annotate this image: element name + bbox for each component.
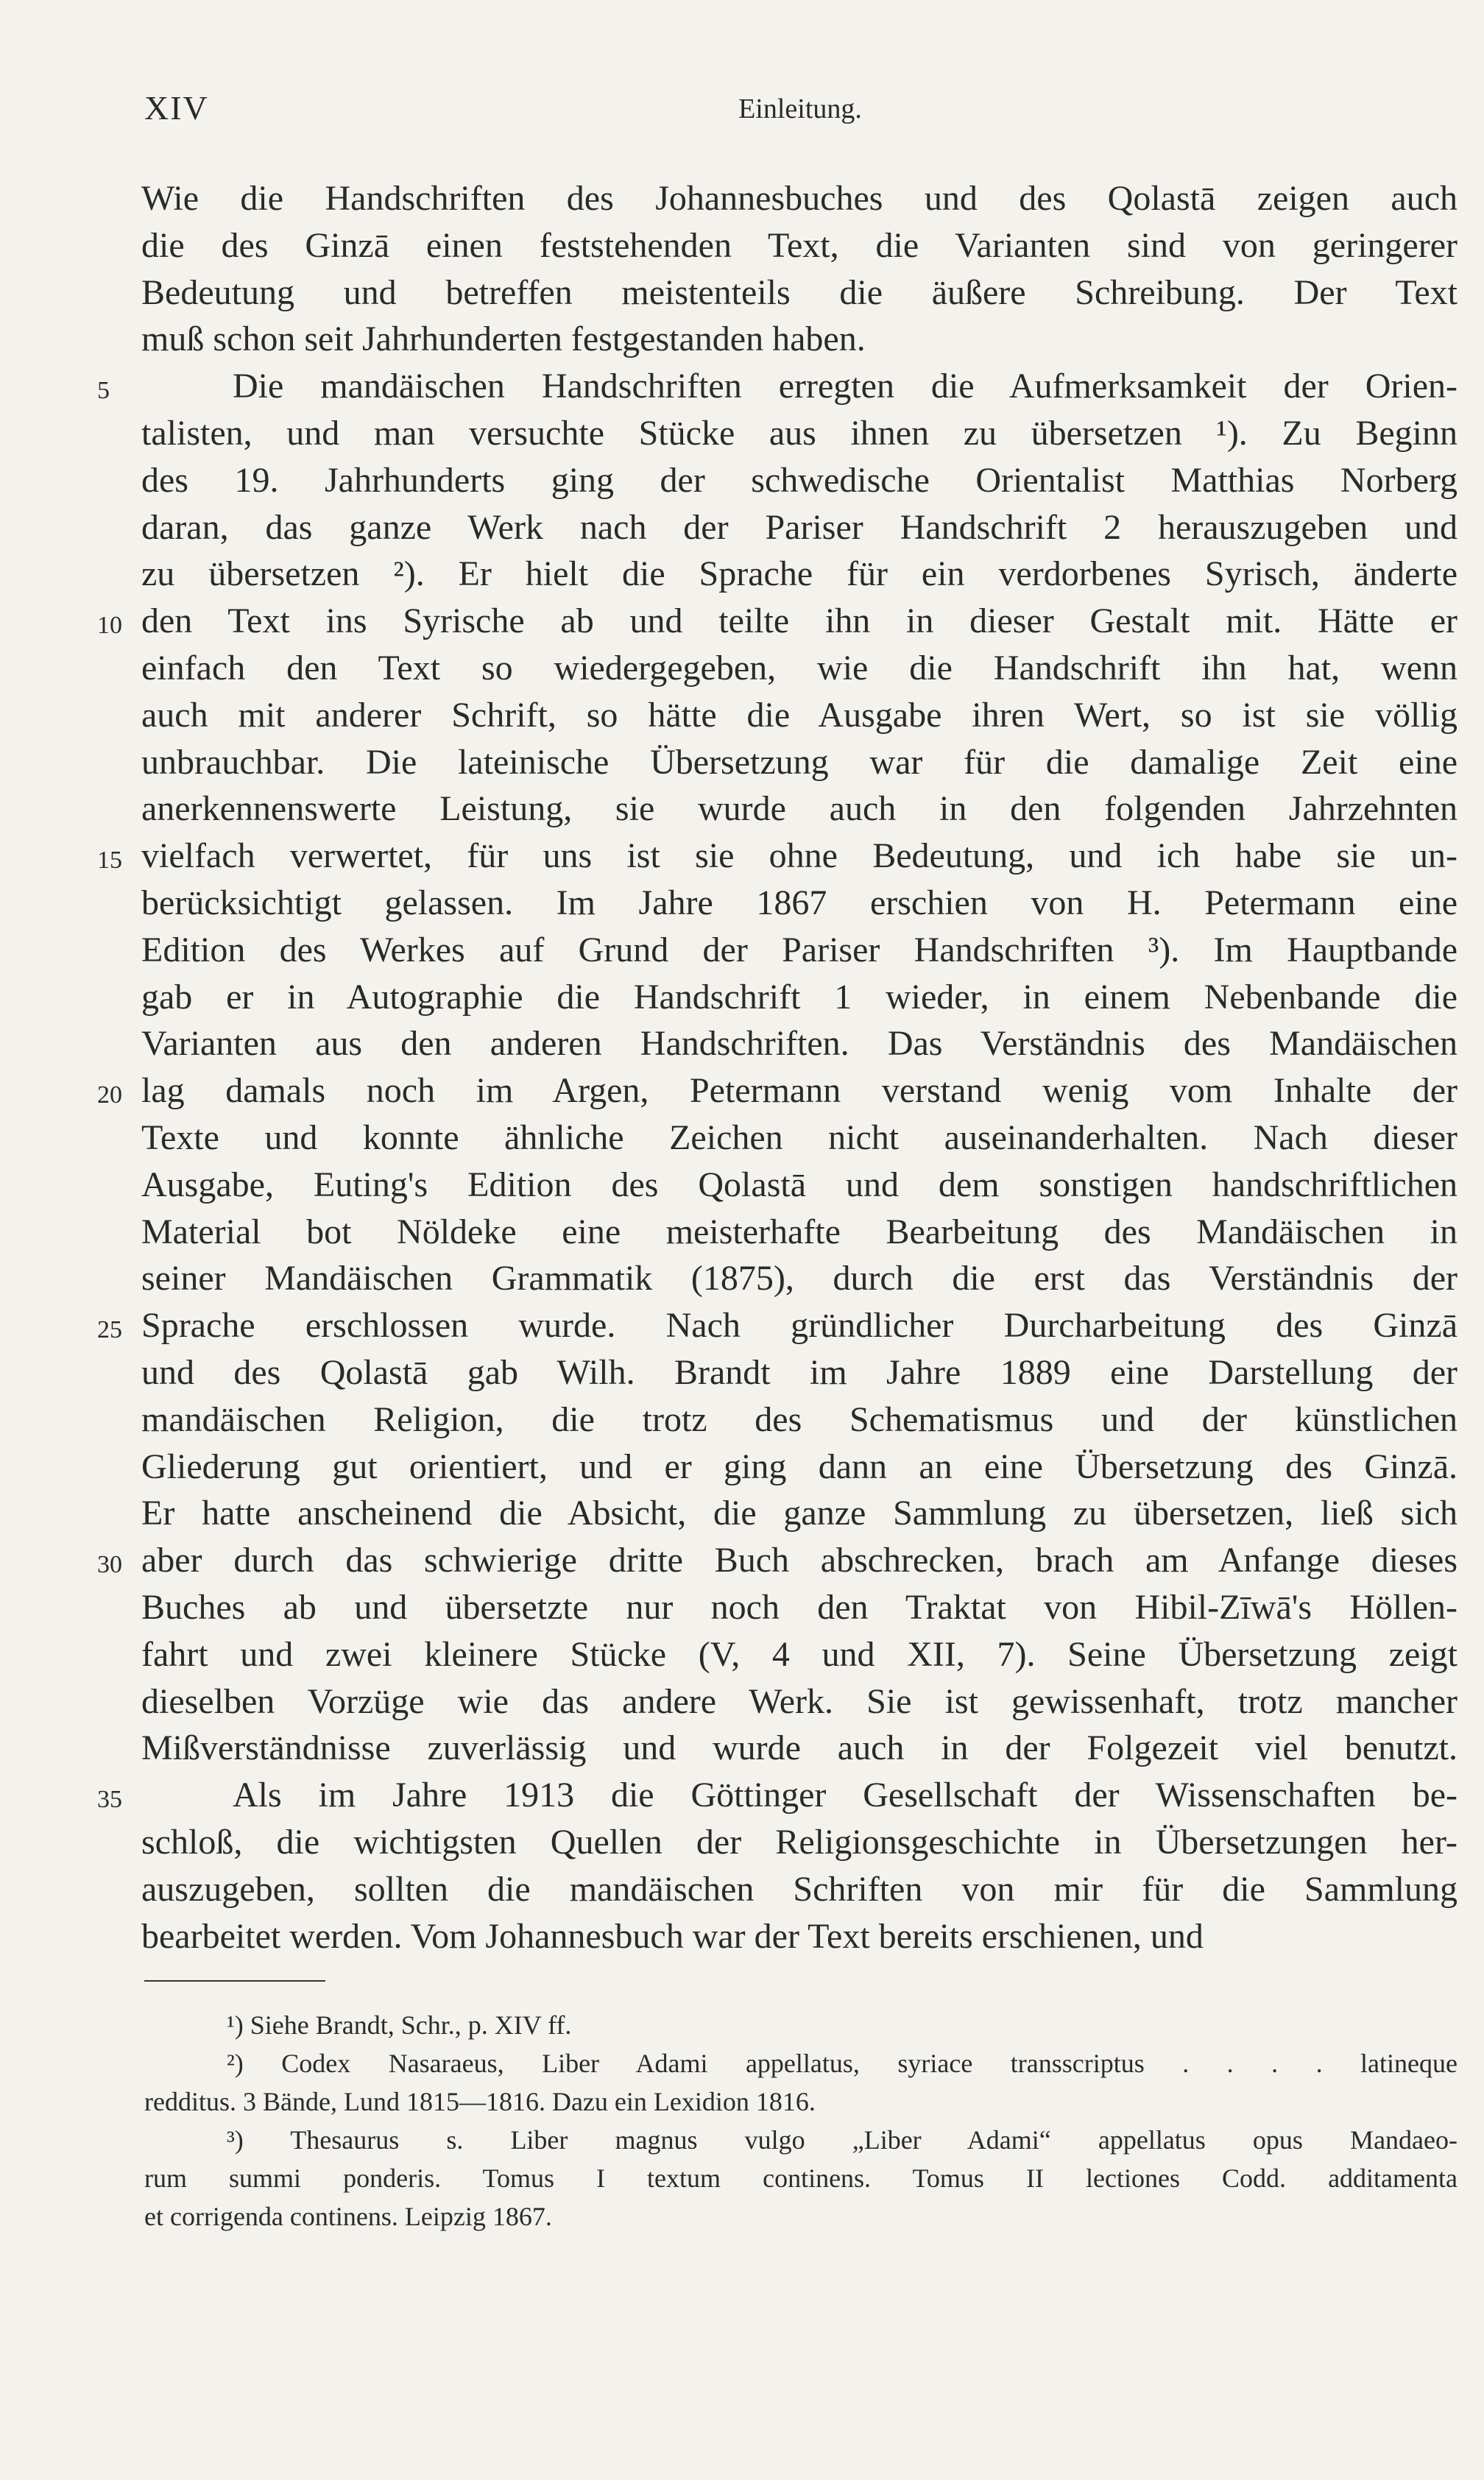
running-title: Einleitung. <box>738 93 862 124</box>
text-line: Ausgabe, Euting's Edition des Qolastā und dem sonstigen handschriftlichen <box>141 1165 1458 1204</box>
text-line: des 19. Jahrhunderts ging der schwedische Orientalist Matthias Norberg <box>141 461 1458 500</box>
footnote-separator <box>144 1980 325 1982</box>
text-line: auszugeben, sollten die mandäischen Schriften von mir für die Sammlung <box>141 1870 1458 1909</box>
text-line: Als im Jahre 1913 die Göttinger Gesellschaft der Wissenschaften be- <box>233 1776 1458 1815</box>
page-header <box>144 88 1456 140</box>
footnote-line: rum summi ponderis. Tomus I textum continens. Tomus II lectiones Codd. additamenta <box>144 2163 1458 2193</box>
text-line: Gliederung gut orientiert, und er ging dann an eine Übersetzung des Ginzā. <box>141 1447 1458 1486</box>
text-line: den Text ins Syrische ab und teilte ihn in dieser Gestalt mit. Hätte er <box>141 601 1458 640</box>
text-line: Varianten aus den anderen Handschriften. Das Verständnis des Mandäischen <box>141 1024 1458 1063</box>
text-line: berücksichtigt gelassen. Im Jahre 1867 erschien von H. Petermann eine <box>141 883 1458 922</box>
text-line: zu übersetzen ²). Er hielt die Sprache für ein verdorbenes Syrisch, änderte <box>141 554 1458 593</box>
text-line: Texte und konnte ähnliche Zeichen nicht auseinanderhalten. Nach dieser <box>141 1118 1458 1157</box>
page-number: XIV <box>144 89 209 127</box>
text-line: talisten, und man versuchte Stücke aus ihnen zu übersetzen ¹). Zu Beginn <box>141 414 1458 453</box>
text-line: Die mandäischen Handschriften erregten die Aufmerksamkeit der Orien- <box>233 367 1458 406</box>
text-line: anerkennenswerte Leistung, sie wurde auch in den folgenden Jahrzehnten <box>141 789 1458 828</box>
footnote-line: redditus. 3 Bände, Lund 1815—1816. Dazu ein Lexidion 1816. <box>144 2087 816 2116</box>
text-line: einfach den Text so wiedergegeben, wie die Handschrift ihn hat, wenn <box>141 649 1458 688</box>
line-number: 20 <box>97 1081 122 1109</box>
text-line: Mißverständnisse zuverlässig und wurde auch in der Folgezeit viel benutzt. <box>141 1728 1458 1767</box>
footnote-line: ²) Codex Nasaraeus, Liber Adami appellatus, syriace transscriptus . . . . latineque <box>227 2049 1458 2078</box>
text-line: muß schon seit Jahrhunderten festgestanden haben. <box>141 319 866 358</box>
text-line: fahrt und zwei kleinere Stücke (V, 4 und XII, 7). Seine Übersetzung zeigt <box>141 1635 1458 1674</box>
text-line: gab er in Autographie die Handschrift 1 wieder, in einem Nebenbande die <box>141 978 1458 1017</box>
footnote-line: ³) Thesaurus s. Liber magnus vulgo „Liber Adami“ appellatus opus Mandaeo- <box>227 2125 1458 2155</box>
text-line: daran, das ganze Werk nach der Pariser Handschrift 2 herauszugeben und <box>141 508 1458 547</box>
line-number: 25 <box>97 1316 122 1343</box>
text-line: auch mit anderer Schrift, so hätte die Ausgabe ihren Wert, so ist sie völlig <box>141 696 1458 735</box>
text-line: vielfach verwertet, für uns ist sie ohne Bedeutung, und ich habe sie un- <box>141 836 1458 875</box>
text-line: dieselben Vorzüge wie das andere Werk. Sie ist gewissenhaft, trotz mancher <box>141 1682 1458 1721</box>
text-line: Sprache erschlossen wurde. Nach gründlicher Durcharbeitung des Ginzā <box>141 1306 1458 1345</box>
text-line: lag damals noch im Argen, Petermann verstand wenig vom Inhalte der <box>141 1071 1458 1110</box>
text-line: schloß, die wichtigsten Quellen der Religionsgeschichte in Übersetzungen her- <box>141 1823 1458 1862</box>
text-line: Buches ab und übersetzte nur noch den Traktat von Hibil-Zīwā's Höllen- <box>141 1588 1458 1627</box>
text-line: die des Ginzā einen feststehenden Text, die Varianten sind von geringerer <box>141 226 1458 265</box>
line-number: 30 <box>97 1551 122 1578</box>
text-line: aber durch das schwierige dritte Buch abschrecken, brach am Anfange dieses <box>141 1541 1458 1580</box>
text-line: bearbeitet werden. Vom Johannesbuch war der Text bereits erschienen, und <box>141 1917 1204 1956</box>
text-line: mandäischen Religion, die trotz des Schematismus und der künstlichen <box>141 1400 1458 1439</box>
line-number: 35 <box>97 1786 122 1813</box>
text-line: und des Qolastā gab Wilh. Brandt im Jahre 1889 eine Darstellung der <box>141 1353 1458 1392</box>
text-line: Bedeutung und betreffen meistenteils die äußere Schreibung. Der Text <box>141 273 1458 312</box>
text-line: seiner Mandäischen Grammatik (1875), durch die erst das Verständnis der <box>141 1259 1458 1298</box>
text-line: Material bot Nöldeke eine meisterhafte Bearbeitung des Mandäischen in <box>141 1212 1458 1251</box>
footnote-line: et corrigenda continens. Leipzig 1867. <box>144 2202 552 2231</box>
line-number: 5 <box>97 377 110 404</box>
line-number: 15 <box>97 847 122 874</box>
text-line: Edition des Werkes auf Grund der Pariser Handschriften ³). Im Hauptbande <box>141 930 1458 969</box>
line-number: 10 <box>97 612 122 639</box>
text-line: unbrauchbar. Die lateinische Übersetzung war für die damalige Zeit eine <box>141 743 1458 782</box>
text-line: Er hatte anscheinend die Absicht, die ganze Sammlung zu übersetzen, ließ sich <box>141 1494 1458 1533</box>
footnote-line: ¹) Siehe Brandt, Schr., p. XIV ff. <box>227 2010 572 2040</box>
text-line: Wie die Handschriften des Johannesbuches und des Qolastā zeigen auch <box>141 179 1458 218</box>
